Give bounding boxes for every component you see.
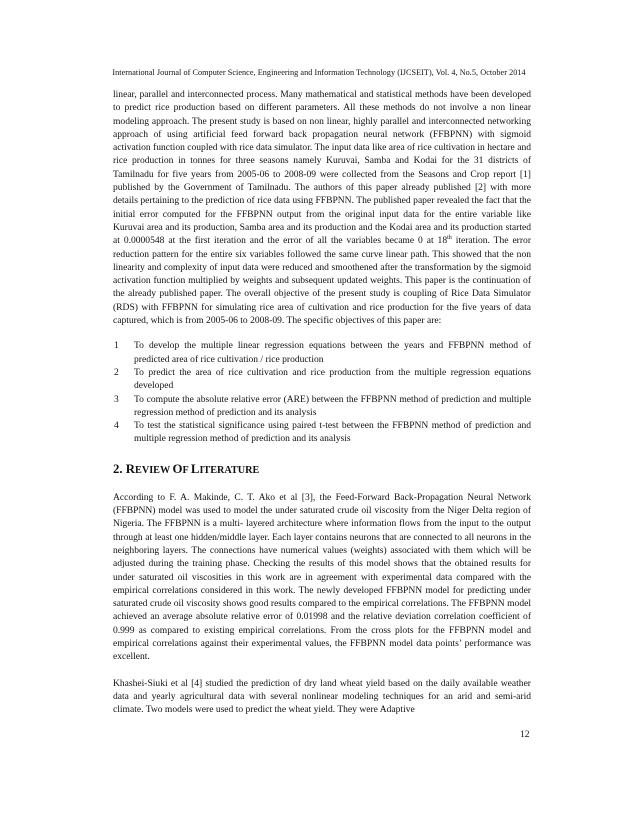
objective-number: 4 (114, 420, 119, 432)
objective-item (113, 419, 531, 446)
section-heading-literature-review (113, 461, 531, 479)
objective-item (113, 339, 531, 366)
objective-text: To compute the absolute relative error (ARE) between the FFBPNN method of prediction and multiple regression method of prediction and its analysis (134, 393, 531, 418)
objective-number: 1 (114, 340, 119, 352)
literature-paragraph-1: According to F. A. Makinde, C. T. Ako et al [3], the Feed-Forward Back-Propagation Neural Network (FFBPNN) model was used to model the under saturated crude oil viscosity from the Niger Delta region of Nigeria. The FFBPNN is a multi- layered architecture where information flows from the input to the output through at least one hidden/middle layer. Each layer contains neurons that are connected to all neurons in the neighboring layers. The connections have numerical values (weights) associated with them which will be adjusted during the training phase. Checking the results of this model shows that the obtained results for under saturated oil viscosities in this work are in agreement with experimental data compared with the empirical correlations considered in this work. The newly developed FFBPNN model for predicting under saturated crude oil viscosity shows good results compared to the empirical correlations. The FFBPNN model achieved an average absolute relative error of 0.01998 and the relative deviation correlation coefficient of 0.999 as compared to existing empirical correlations. From the cross plots for the FFBPNN model and empirical correlations against their experimental values, the FFBPNN model data points’ performance was excellent. (113, 491, 531, 663)
heading-cap-l: L (190, 461, 200, 476)
intro-text-part-2: iteration. The error reduction pattern for the entire six variables followed the same curve linear path. This showed that the non linearity and complexity of input data were reduced and smoothened after the transformation by the sigmoid activation function multiplied by weights and subsequent updated weights. This paper is the continuation of the already published paper. The overall objective of the present study is coupling of Rice Data Simulator (RDS) with FFBPNN for simulating rice area of cultivation and rice production for the five years of data captured, which is from 2005-06 to 2008-09. The specific objectives of this paper are: (113, 235, 531, 327)
heading-small-caps-iterature: ITERATURE (199, 464, 260, 476)
paragraph-gap (113, 664, 531, 677)
objective-item (113, 393, 531, 420)
objective-text: To test the statistical significance using paired t-test between the FFBPNN method of prediction and multiple regression method of prediction and its analysis (134, 420, 531, 445)
heading-cap-r: R (125, 461, 136, 476)
objective-item (113, 366, 531, 393)
objective-text: To predict the area of rice cultivation and rice production from the multiple regression equations developed (134, 366, 531, 392)
objective-number: 3 (114, 393, 119, 405)
heading-small-caps-f: F (182, 464, 191, 476)
objectives-list (113, 339, 531, 445)
objective-text: To develop the multiple linear regression equations between the years and FFBPNN method of predicted area of rice cultivation / rice production (134, 340, 531, 365)
section-number: 2. (113, 461, 126, 476)
heading-small-caps-eview: EVIEW (135, 464, 173, 476)
intro-text-part-1: linear, parallel and interconnected process. Many mathematical and statistical methods have been developed to predict rice production based on different parameters. All these methods do not involve a non linear modeling approach. The present study is based on non linear, highly parallel and interconnected networking approach of using artificial feed forward back propagation neural network (FFBPNN) with sigmoid activation function coupled with rice data simulator. The input data like area of rice cultivation in hectare and rice production in tonnes for three seasons namely Kuruvai, Samba and Kodai for the 31 districts of Tamilnadu for five years from 2005-06 to 2008-09 were collected from the Seasons and Crop report [1] published by the Government of Tamilnadu. The authors of this paper already published [2] with more details pertaining to the prediction of rice data using FFBPNN. The published paper revealed the fact that the initial error computed for the FFBPNN output from the original input data for the entire variable like Kuruvai area and its production, Samba area and its production and the Kodai area and its production started at 0.0000548 at the first iteration and the error of all the variables became 0 at 18 (113, 89, 531, 247)
intro-paragraph (113, 88, 531, 327)
literature-paragraph-2: Khashei-Siuki et al [4] studied the prediction of dry land wheat yield based on the daily available weather data and yearly agricultural data with several nonlinear modeling techniques for an arid and semi-arid climate. Two models were used to predict the wheat yield. They were Adaptive (113, 677, 531, 716)
heading-cap-o: O (172, 461, 183, 476)
ordinal-superscript: th (447, 235, 452, 242)
page-content (113, 88, 531, 716)
page-number: 12 (520, 730, 530, 740)
journal-header: International Journal of Computer Science, Engineering and Information Technology (IJCSEIT), Vol. 4, No.5, October 2014 (112, 68, 526, 77)
objective-number: 2 (114, 366, 119, 378)
